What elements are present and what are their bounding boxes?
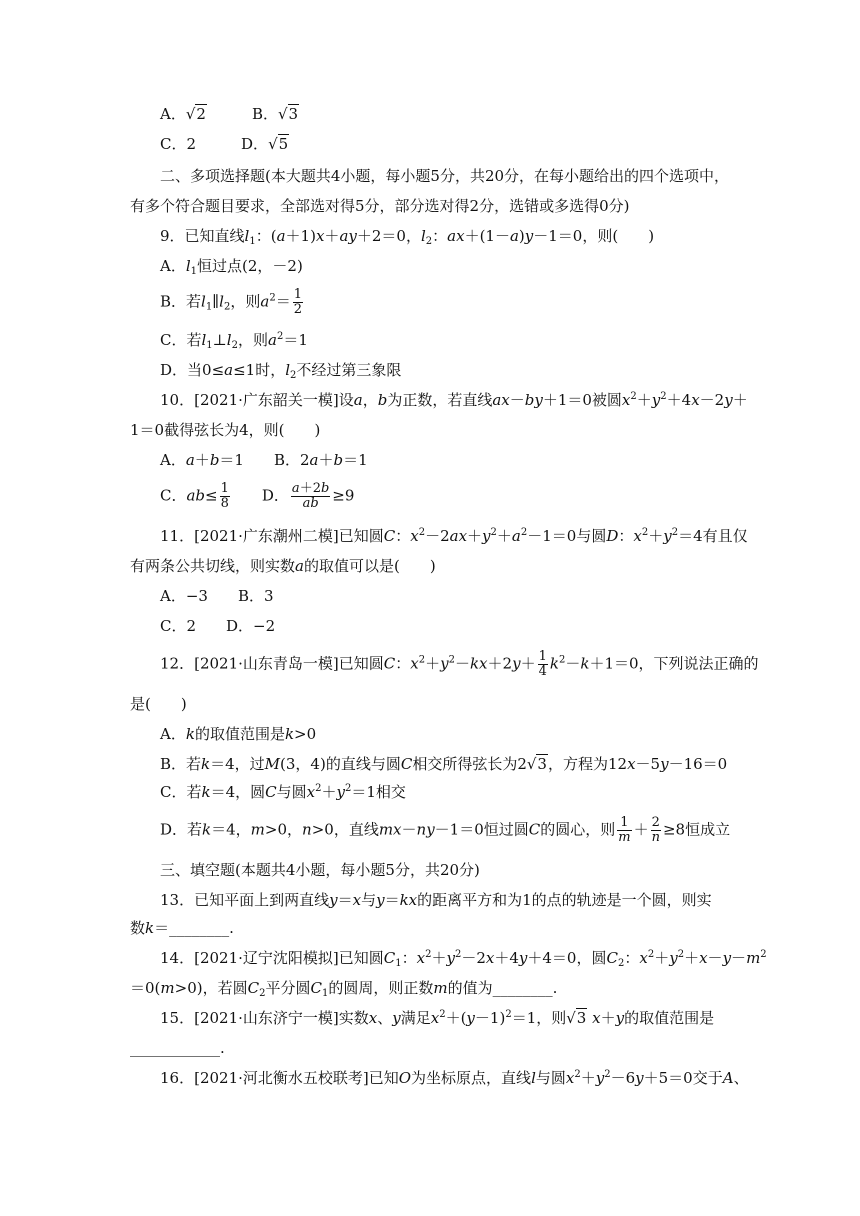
q15-stem: 15．[2021·山东济宁一模]实数x、y满足$x^2+(y-1)^2=1$，则√3 x＋y的取值范围是 [160,1009,715,1027]
q9-stem: 9．已知直线$l_1$：(a＋1)x＋ay＋2＝0，$l_2$：ax＋(1－a)y－1＝0，则( ) [160,227,655,247]
q8-options-cd: C．2 D．√5 [160,135,289,153]
q10-options-cd: C．ab≤ $\frac{1}{8}$ D． $\frac{a+2b}{ab}$ ≥9 [160,481,355,511]
q9-option-a: A．$l_1$恒过点(2，－2) [160,257,303,277]
q12-stem-cont: 是( ) [130,695,187,713]
q11-stem-cont: 有两条公共切线，则实数a的取值可以是( ) [130,557,436,575]
section-2-heading: 二、多项选择题(本大题共4小题，每小题5分，共20分，在每小题给出的四个选项中， [160,167,730,185]
section-2-heading-cont: 有多个符合题目要求，全部选对得5分，部分选对得2分，选错或多选得0分) [130,197,630,215]
q14-stem: 14．[2021·辽宁沈阳模拟]已知圆$C_1$：$x^2+y^2-2x+4y+4=0$，圆$C_2$：$x^2+y^2+x-y-m^2$ [160,949,767,969]
q9-option-d: D．当0≤a≤1时，$l_2$不经过第三象限 [160,361,402,381]
section-3-heading: 三、填空题(本题共4小题，每小题5分，共20分) [160,861,480,879]
q13-stem: 13．已知平面上到两直线y＝x与y＝kx的距离平方和为1的点的轨迹是一个圆，则实 [160,891,712,909]
q12-option-d: D．若k＝4，m>0，n>0，直线mx－ny－1＝0恒过圆C的圆心，则 $\frac{1}{m}$ ＋ $\frac{2}{n}$ ≥8恒成立 [160,815,731,845]
q11-options-cd: C．2 D．−2 [160,617,276,635]
q12-option-a: A．k的取值范围是k>0 [160,725,317,743]
q9-option-c: C．若$l_1\perp l_2$，则$a^2=1$ [160,331,308,351]
q16-stem: 16．[2021·河北衡水五校联考]已知O为坐标原点，直线l与圆$x^2+y^2-6y+5=0$交于A、 [160,1069,749,1087]
q9-option-b: B．若$l_1\parallel l_2$，则$a^2=$ $\frac{1}{2}$ [160,287,302,317]
q10-stem: 10．[2021·广东韶关一模]设a，b为正数，若直线ax－by＋1＝0被圆$x^2+y^2+4x-2y+$ [160,391,748,409]
q11-options-ab: A．−3 B．3 [160,587,274,605]
q14-stem-cont: ＝0(m>0)，若圆$C_2$平分圆$C_1$的圆周，则正数m的值为________. [130,979,558,999]
q13-stem-cont: 数k＝________. [130,919,234,937]
q12-option-b: B．若k＝4，过M(3，4)的直线与圆C相交所得弦长为2√3，方程为12x－5y－16＝0 [160,755,728,773]
q10-stem-cont: 1＝0截得弦长为4，则( ) [130,421,321,439]
q11-stem: 11．[2021·广东潮州二模]已知圆C：$x^2-2ax+y^2+a^2-1=0$与圆D：$x^2+y^2=4$有且仅 [160,527,748,545]
q10-options-ab: A．a＋b＝1 B．2a＋b＝1 [160,451,368,469]
q12-option-c: C．若k＝4，圆C与圆$x^2+y^2=1$相交 [160,783,406,801]
q12-stem: 12．[2021·山东青岛一模]已知圆C：$x^2+y^2-kx+2y+$ $\frac{1}{4}$ $k^2-k+1=0$，下列说法正确的 [160,649,759,679]
q8-options-ab: A．√2 B．√3 [160,105,299,123]
q15-stem-cont: ____________. [130,1039,225,1057]
